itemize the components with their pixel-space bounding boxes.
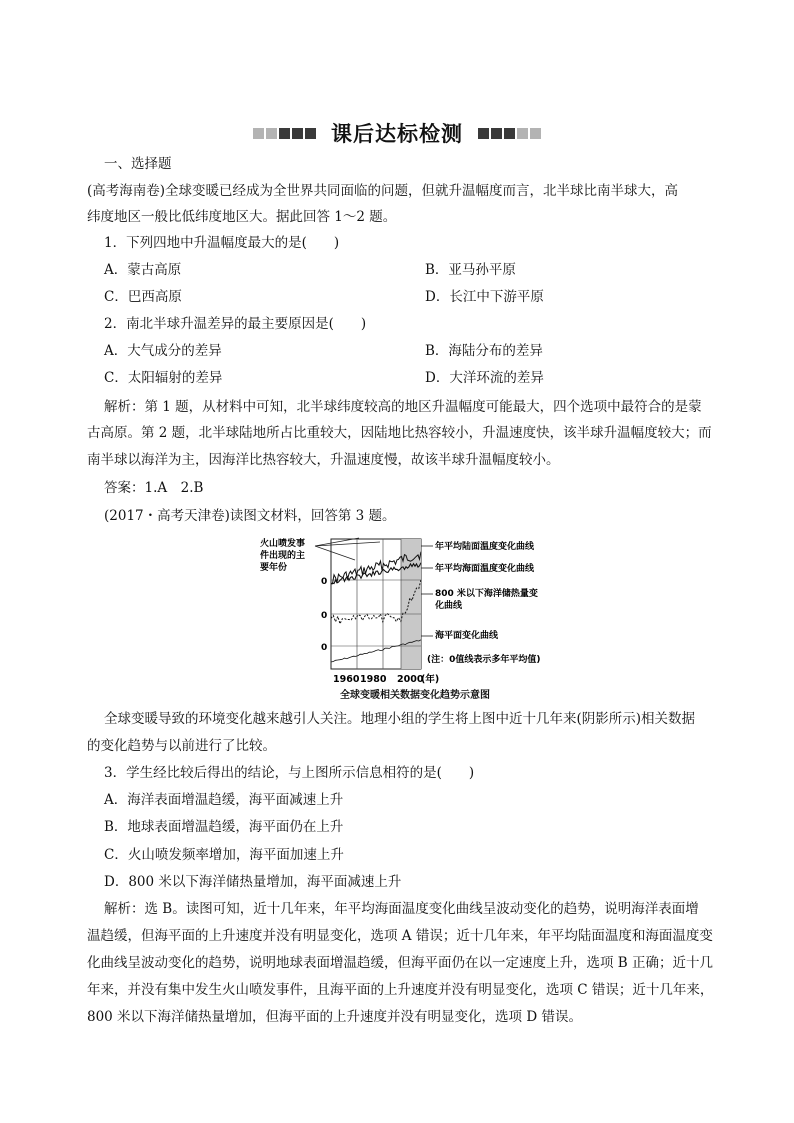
passage-line: 全球变暖导致的环境变化越来越引人关注。地理小组的学生将上图中近十几年来(阴影所示)相关数据	[104, 711, 696, 727]
decor-squares-right	[477, 124, 542, 143]
analysis-line: 解析：选 B。读图可知，近十几年来，年平均海面温度变化曲线呈波动变化的趋势，说明海洋表面增	[104, 901, 699, 917]
legend-land-temp: 年平均陆面温度变化曲线	[435, 542, 535, 552]
option-b: B．亚马孙平原	[425, 262, 516, 278]
page-title: 课后达标检测	[331, 122, 463, 146]
section-heading: 一、选择题	[104, 156, 172, 172]
option-d: D．大洋环流的差异	[425, 370, 544, 386]
volcano-annotation: 火山喷发事	[260, 539, 306, 549]
option-c: C．火山喷发频率增加，海平面加速上升	[104, 847, 344, 863]
volcano-annotation: 要年份	[260, 563, 288, 573]
intro-line: (高考海南卷)全球变暖已经成为全世界共同面临的问题，但就升温幅度而言，北半球比南半球大，高	[87, 183, 679, 199]
option-c: C．太阳辐射的差异	[104, 370, 223, 386]
legend-sea-temp: 年平均海面温度变化曲线	[435, 564, 535, 574]
page-header	[0, 118, 794, 148]
volcano-annotation: 件出现的主	[260, 551, 306, 561]
option-c: C．巴西高原	[104, 289, 182, 305]
climate-chart	[255, 534, 555, 700]
legend-ocean-heat-2: 化曲线	[435, 601, 463, 611]
analysis-line: 800 米以下海洋储热量增加，但海平面的上升速度并没有明显变化，选项 D 错误。	[87, 1009, 582, 1025]
zero-label: 0	[321, 611, 328, 621]
option-d: D．长江中下游平原	[425, 289, 544, 305]
analysis-line: 解析：第 1 题，从材料中可知，北半球纬度较高的地区升温幅度可能最大，四个选项中最符合的是蒙	[104, 399, 702, 415]
x-tick-label: 2000	[397, 674, 424, 685]
x-tick-label: (年)	[421, 674, 440, 685]
analysis-line: 南半球以海洋为主，因海洋比热容较大，升温速度慢，故该半球升温幅度较小。	[87, 452, 560, 468]
answer-line: 答案：1.A 2.B	[104, 480, 204, 496]
analysis-line: 古高原。第 2 题，北半球陆地所占比重较大，因陆地比热容较小，升温速度快，该半球升温幅度较大；而	[87, 425, 712, 441]
analysis-line: 化曲线呈波动变化的趋势，说明地球表面增温趋缓，但海平面仍在以一定速度上升，选项 B 正确；近十几	[87, 955, 714, 971]
option-d: D．800 米以下海洋储热量增加，海平面减速上升	[104, 874, 402, 890]
source-line: (2017・高考天津卷)读图文材料，回答第 3 题。	[104, 508, 396, 524]
intro-line: 纬度地区一般比低纬度地区大。据此回答 1～2 题。	[87, 209, 397, 225]
option-a: A．蒙古高原	[104, 262, 182, 278]
chart-caption: 全球变暖相关数据变化趋势示意图	[340, 690, 490, 701]
chart-note: (注：0值线表示多年平均值)	[427, 655, 541, 665]
question-2-stem: 2．南北半球升温差异的最主要原因是( )	[104, 316, 367, 332]
option-b: B．海陆分布的差异	[425, 343, 543, 359]
x-tick-label: 1980	[360, 674, 387, 685]
x-tick-label: 1960	[333, 674, 360, 685]
chart-svg	[255, 534, 555, 700]
option-b: B．地球表面增温趋缓，海平面仍在上升	[104, 819, 344, 835]
passage-line: 的变化趋势与以前进行了比较。	[87, 738, 276, 754]
option-a: A．大气成分的差异	[104, 343, 222, 359]
volcano-arrow	[315, 546, 355, 560]
decor-squares-left	[252, 124, 317, 143]
legend-sea-level: 海平面变化曲线	[435, 631, 499, 641]
analysis-line: 温趋缓，但海平面的上升速度并没有明显变化，选项 A 错误；近十几年来，年平均陆面温度和海面温度变	[87, 928, 713, 944]
option-a: A．海洋表面增温趋缓，海平面减速上升	[104, 792, 344, 808]
zero-label: 0	[321, 643, 328, 653]
zero-label: 0	[321, 577, 328, 587]
analysis-line: 年来，并没有集中发生火山喷发事件，且海平面的上升速度并没有明显变化，选项 C 错误；近十几年来，	[87, 982, 714, 998]
question-3-stem: 3．学生经比较后得出的结论，与上图所示信息相符的是( )	[104, 765, 475, 781]
legend-ocean-heat: 800 米以下海洋储热量变	[435, 589, 538, 599]
question-1-stem: 1．下列四地中升温幅度最大的是( )	[104, 235, 340, 251]
